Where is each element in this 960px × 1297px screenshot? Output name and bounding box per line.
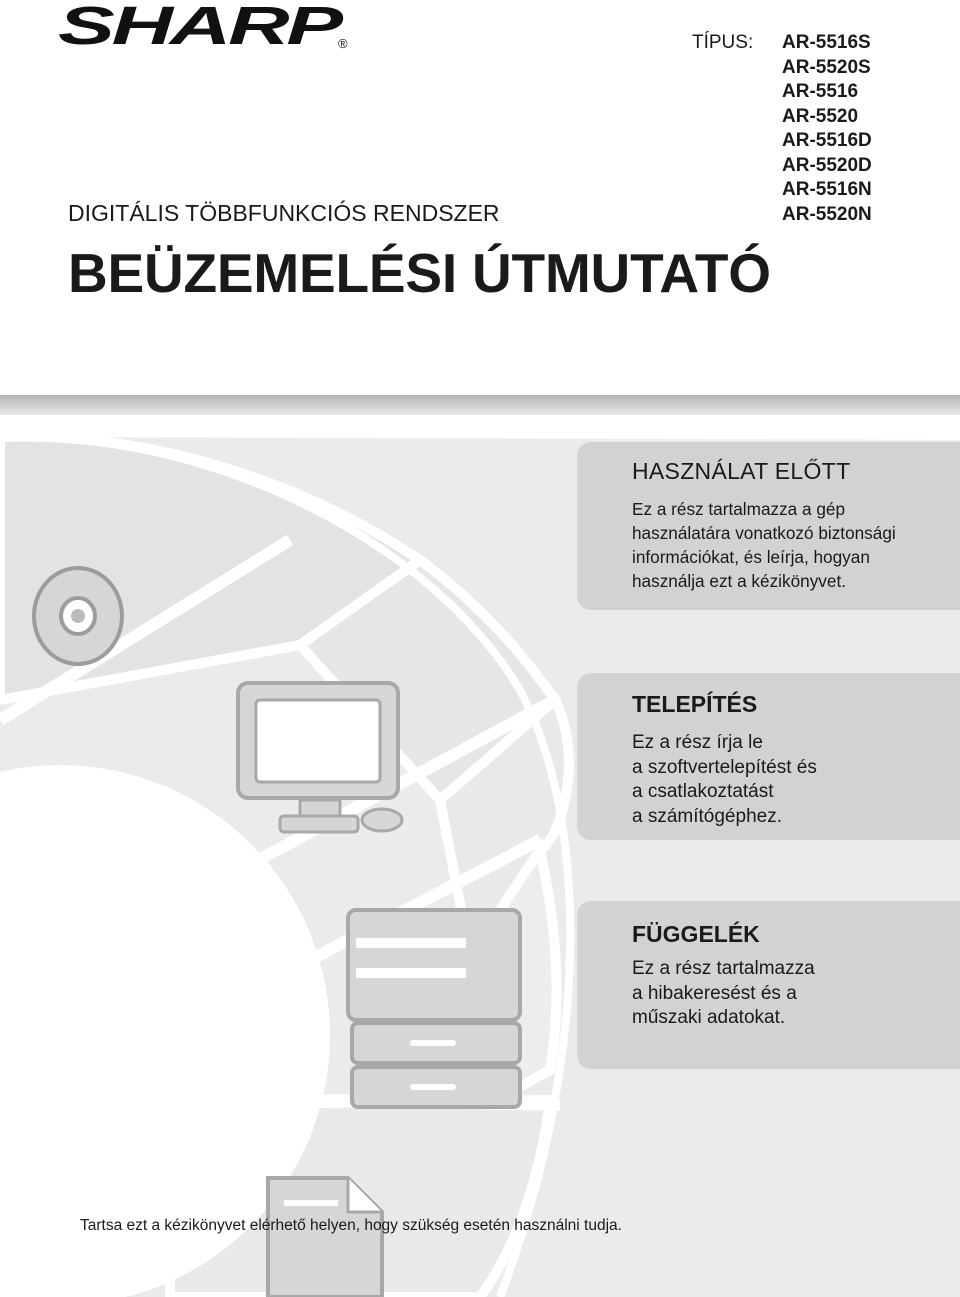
section-body-line: a csatlakoztatást bbox=[632, 781, 774, 802]
section-body bbox=[632, 497, 960, 593]
section-body-line: a szoftvertelepítést és bbox=[632, 756, 817, 778]
section-body-line: a hibakeresést és a bbox=[632, 982, 797, 1004]
section-panel-installation bbox=[577, 673, 960, 840]
model-item: AR-5520S bbox=[782, 56, 871, 78]
section-body-line: információkat, és leírja, hogyan bbox=[632, 547, 870, 567]
section-heading: FÜGGELÉK bbox=[632, 921, 760, 947]
section-body-line: Ez a rész tartalmazza a gép bbox=[632, 499, 846, 519]
printer-icon bbox=[348, 910, 520, 1107]
model-item: AR-5516N bbox=[782, 179, 872, 200]
section-panel-appendix bbox=[577, 901, 960, 1069]
section-body-line: a számítógéphez. bbox=[632, 805, 782, 827]
registered-mark: ® bbox=[338, 36, 348, 51]
model-item: AR-5520D bbox=[782, 154, 872, 176]
model-item: AR-5520 bbox=[782, 105, 859, 127]
document-icon bbox=[268, 1178, 382, 1297]
system-title: DIGITÁLIS TÖBBFUNKCIÓS RENDSZER bbox=[68, 200, 500, 226]
section-body-line: műszaki adatokat. bbox=[632, 1007, 786, 1028]
model-item: AR-5516 bbox=[782, 81, 859, 102]
model-item: AR-5516D bbox=[782, 130, 872, 151]
section-body-line: Ez a rész írja le bbox=[632, 732, 763, 753]
section-body bbox=[632, 957, 960, 1031]
section-heading: TELEPÍTÉS bbox=[632, 691, 758, 717]
footer-note: Tartsa ezt a kézikönyvet elérhető helyen, hogy szükség esetén használni tudja. bbox=[80, 1217, 622, 1234]
section-panel-before-use bbox=[577, 442, 960, 610]
model-label: TÍPUS: bbox=[692, 32, 754, 53]
section-body-line: használja ezt a kézikönyvet. bbox=[632, 571, 847, 591]
main-title: BEÜZEMELÉSI ÚTMUTATÓ bbox=[68, 242, 771, 304]
section-body-line: használatára vonatkozó biztonsági bbox=[632, 523, 896, 543]
logo-text: SHARP bbox=[58, 0, 345, 52]
section-body-line: Ez a rész tartalmazza bbox=[632, 958, 815, 979]
section-heading: HASZNÁLAT ELŐTT bbox=[632, 458, 851, 484]
section-body bbox=[632, 731, 960, 829]
model-item: AR-5516S bbox=[782, 32, 871, 53]
model-item: AR-5520N bbox=[782, 203, 872, 225]
cd-icon bbox=[34, 568, 122, 664]
